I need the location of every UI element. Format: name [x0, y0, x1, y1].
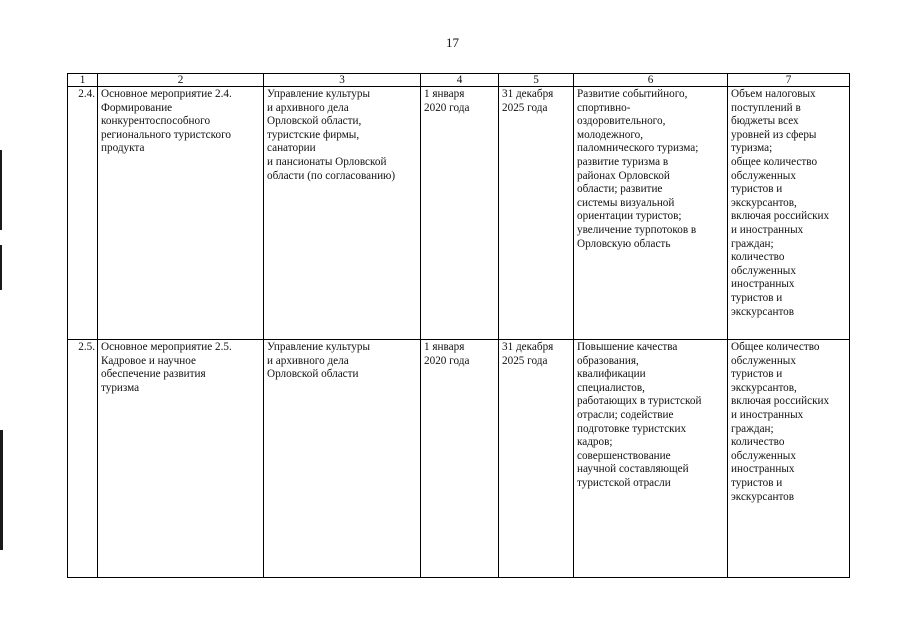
scan-edge-mark: [0, 245, 2, 290]
column-number: 6: [574, 74, 728, 87]
event-name: Основное мероприятие 2.5. Кадровое и научное обеспечение развития туризма: [98, 340, 264, 578]
page-number: 17: [446, 35, 459, 50]
column-number: 3: [264, 74, 421, 87]
executor: Управление культуры и архивного дела Орловской области, туристские фирмы, санатории и пансионаты Орловской области (по согласованию): [264, 87, 421, 340]
events-table: [67, 73, 850, 578]
scan-edge-mark: [0, 150, 2, 230]
indicators: Общее количество обслуженных туристов и экскурсантов, включая российских и иностранных граждан; количество обслуженных иностранных туристов и экскурсантов: [728, 340, 850, 578]
start-date: 1 января 2020 года: [421, 87, 499, 340]
row-number: 2.5.: [68, 340, 98, 578]
executor: Управление культуры и архивного дела Орловской области: [264, 340, 421, 578]
end-date: 31 декабря 2025 года: [499, 340, 574, 578]
expected-result: Развитие событийного, спортивно- оздоровительного, молодежного, паломнического туризма; развитие туризма в районах Орловской области; развитие системы визуальной ориентации туристов; увеличение турпотоков в Орловскую область: [574, 87, 728, 340]
column-number-row: [68, 74, 850, 87]
start-date: 1 января 2020 года: [421, 340, 499, 578]
event-name: Основное мероприятие 2.4. Формирование конкурентоспособного регионального туристского продукта: [98, 87, 264, 340]
end-date: 31 декабря 2025 года: [499, 87, 574, 340]
column-number: 5: [499, 74, 574, 87]
column-number: 1: [68, 74, 98, 87]
table-row: [68, 87, 850, 340]
column-number: 4: [421, 74, 499, 87]
indicators: Объем налоговых поступлений в бюджеты всех уровней из сферы туризма; общее количество обслуженных туристов и экскурсантов, включая российских и иностранных граждан; количество обслуженных иностранных туристов и экскурсантов: [728, 87, 850, 340]
row-number: 2.4.: [68, 87, 98, 340]
column-number: 7: [728, 74, 850, 87]
expected-result: Повышение качества образования, квалификации специалистов, работающих в туристской отрасли; содействие подготовке туристских кадров; совершенствование научной составляющей туристской отрасли: [574, 340, 728, 578]
column-number: 2: [98, 74, 264, 87]
scan-edge-mark: [0, 430, 3, 550]
table-row: [68, 340, 850, 578]
